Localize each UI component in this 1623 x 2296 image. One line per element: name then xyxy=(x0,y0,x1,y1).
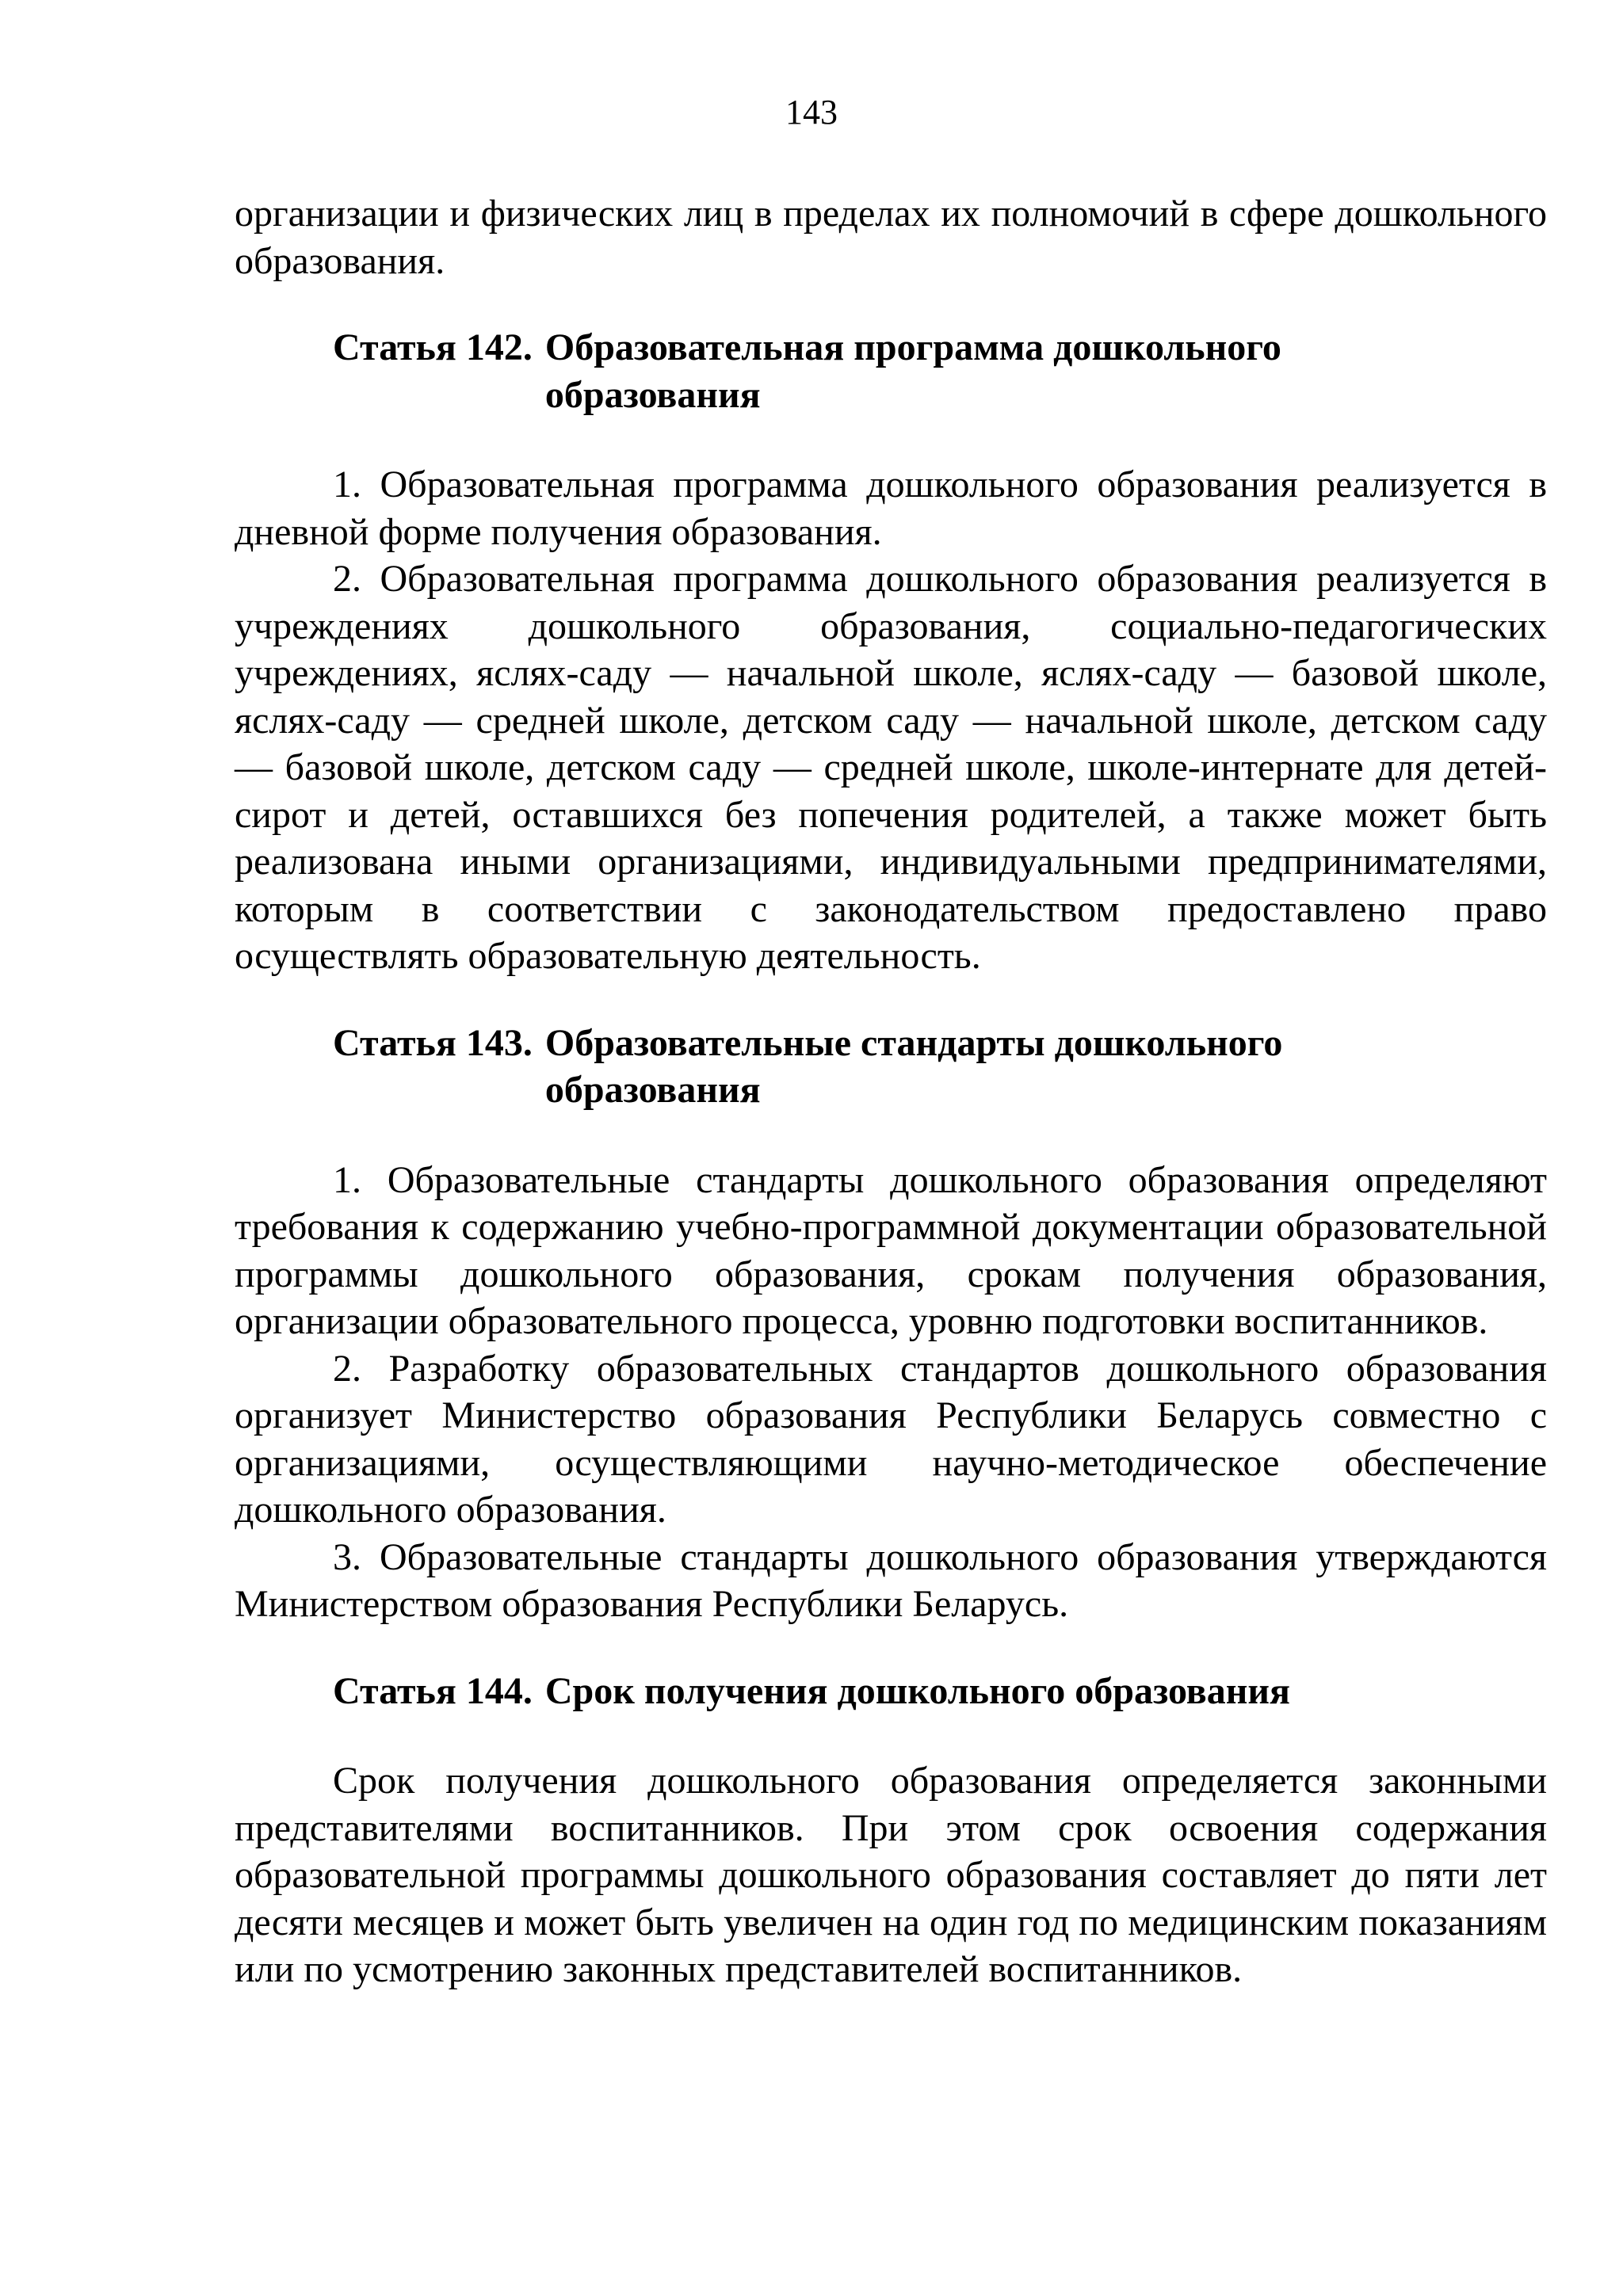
article-143-heading xyxy=(333,1020,1547,1114)
article-142-label: Статья 142. xyxy=(333,326,533,368)
article-143-title: Образовательные стандарты дошкольного образования xyxy=(544,1021,1283,1111)
article-143-paragraph-3: 3. Образовательные стандарты дошкольного образования утверждаются Министерством образования Республики Беларусь. xyxy=(235,1535,1547,1625)
article-143-label: Статья 143. xyxy=(333,1021,533,1064)
article-143-paragraph-1: 1. Образовательные стандарты дошкольного образования определяют требования к содержанию учебно-программной документации образовательной программы дошкольного образования, срокам получения образования, организации образовательного процесса, уровню подготовки воспитанников. xyxy=(235,1158,1547,1342)
article-144-paragraph-1: Срок получения дошкольного образования определяется законными представителями воспитанников. При этом срок освоения содержания образовательной программы дошкольного образования составляет до пяти лет десяти месяцев и может быть увеличен на один год по медицинским показаниям или по усмотрению законных представителей воспитанников. xyxy=(235,1760,1547,1990)
article-144-heading xyxy=(333,1668,1547,1715)
page-content xyxy=(235,190,1547,1993)
article-142-title: Образовательная программа дошкольного образования xyxy=(544,326,1281,416)
article-144-label: Статья 144. xyxy=(333,1669,533,1712)
article-142-paragraph-2: 2. Образовательная программа дошкольного образования реализуется в учреждениях дошкольного образования, социально-педагогических учреждениях, яслях-саду — начальной школе, яслях-саду — базовой школе, яслях-саду — средней школе, детском саду — начальной школе, детском саду — базовой школе, детском саду — средней школе, школе-интернате для детей-сирот и детей, оставшихся без попечения родителей, а также может быть реализована иными организациями, индивидуальными предпринимателями, которым в соответствии с законодательством предоставлено право осуществлять образовательную деятельность. xyxy=(235,558,1547,977)
article-144-title: Срок получения дошкольного образования xyxy=(544,1669,1290,1712)
article-143-paragraph-2: 2. Разработку образовательных стандартов дошкольного образования организует Министерство образования Республики Беларусь совместно с организациями, осуществляющими научно-методическое обеспечение дошкольного образования. xyxy=(235,1347,1547,1531)
article-142-paragraph-1: 1. Образовательная программа дошкольного образования реализуется в дневной форме получения образования. xyxy=(235,463,1547,553)
article-142-heading xyxy=(333,324,1547,418)
page-number: 143 xyxy=(785,93,838,132)
intro-paragraph: организации и физических лиц в пределах их полномочий в сфере дошкольного образования. xyxy=(235,193,1547,282)
